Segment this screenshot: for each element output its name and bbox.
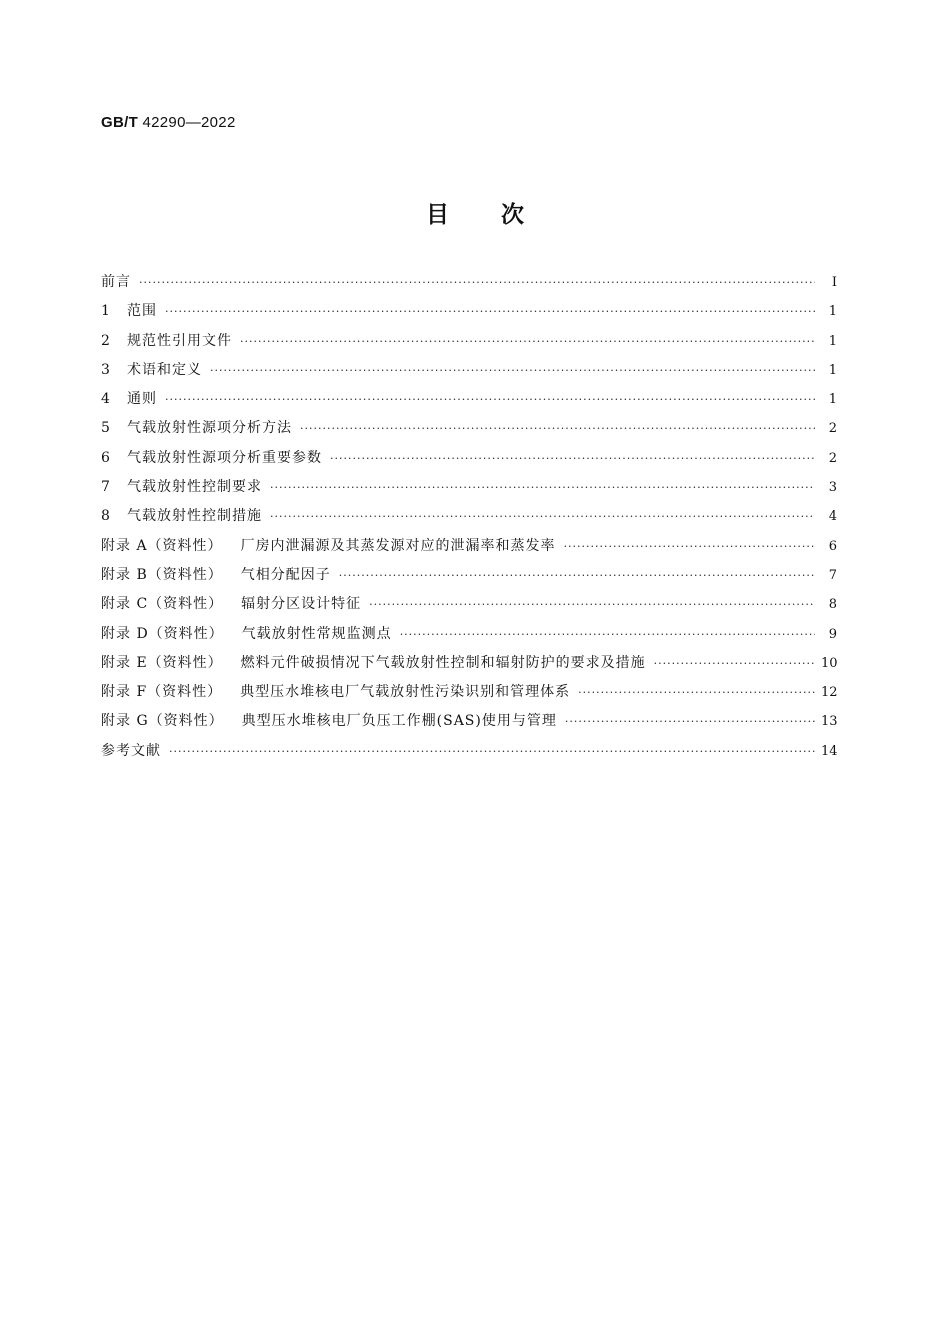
toc-entry[interactable] xyxy=(101,593,837,622)
toc-entry-page-number: 7 xyxy=(828,567,837,583)
toc-entry-label: 气载放射性控制要求 xyxy=(127,479,262,496)
toc-dot-leader xyxy=(169,745,815,758)
toc-entry-page-number: 1 xyxy=(828,333,837,349)
toc-entry-annex-prefix: 附录 B（资料性） xyxy=(101,566,223,583)
toc-entry-annex-prefix: 附录 A（资料性） xyxy=(101,537,223,554)
toc-entry-number: 3 xyxy=(101,361,110,378)
toc-entry-label: 规范性引用文件 xyxy=(127,332,232,349)
toc-entry-page-number: 14 xyxy=(821,743,838,759)
toc-entry-label: 前言 xyxy=(101,274,131,290)
toc-entry-label: 气载放射性源项分析重要参数 xyxy=(127,449,322,466)
toc-entry-label: 燃料元件破损情况下气载放射性控制和辐射防护的要求及措施 xyxy=(240,654,646,671)
toc-entry[interactable] xyxy=(101,447,837,476)
toc-entry-page-number: 1 xyxy=(828,392,837,408)
toc-entry-annex-prefix: 附录 D（资料性） xyxy=(101,625,224,642)
toc-entry-page-number: 10 xyxy=(821,655,838,671)
toc-entry-label: 厂房内泄漏源及其蒸发源对应的泄漏率和蒸发率 xyxy=(240,537,556,554)
toc-entry-label: 辐射分区设计特征 xyxy=(241,596,362,613)
page-title xyxy=(0,196,950,229)
toc-dot-leader xyxy=(330,452,815,465)
table-of-contents xyxy=(101,271,837,769)
toc-dot-leader xyxy=(139,276,815,289)
toc-entry-page-number: 13 xyxy=(821,714,838,730)
toc-entry[interactable] xyxy=(101,564,837,593)
toc-entry[interactable] xyxy=(101,681,837,710)
toc-entry-number: 5 xyxy=(101,420,110,437)
toc-entry-annex-prefix: 附录 E（资料性） xyxy=(101,654,223,671)
toc-entry-page-number: 12 xyxy=(821,685,838,701)
toc-entry-annex-prefix: 附录 C（资料性） xyxy=(101,596,224,613)
toc-entry[interactable] xyxy=(101,359,837,388)
standard-code xyxy=(101,114,236,131)
title-char-2: 次 xyxy=(501,202,524,228)
toc-entry-page-number: 9 xyxy=(828,626,837,642)
toc-entry[interactable] xyxy=(101,330,837,359)
toc-entry-number: 2 xyxy=(101,332,110,349)
toc-dot-leader xyxy=(339,569,815,582)
toc-entry-label: 范围 xyxy=(127,303,157,320)
standard-number: 42290—2022 xyxy=(142,114,236,131)
toc-entry-label: 典型压水堆核电厂负压工作棚(SAS)使用与管理 xyxy=(241,713,557,730)
toc-entry-label: 气载放射性常规监测点 xyxy=(241,625,392,642)
toc-dot-leader xyxy=(369,598,815,611)
toc-entry[interactable] xyxy=(101,476,837,505)
toc-entry[interactable] xyxy=(101,300,837,329)
toc-entry-number: 6 xyxy=(101,449,110,466)
toc-entry[interactable] xyxy=(101,740,837,769)
toc-entry[interactable] xyxy=(101,535,837,564)
toc-dot-leader xyxy=(270,510,815,523)
toc-dot-leader xyxy=(400,628,815,641)
standard-prefix: GB/T xyxy=(101,114,139,131)
toc-entry-label: 术语和定义 xyxy=(127,361,202,378)
toc-entry[interactable] xyxy=(101,652,837,681)
toc-dot-leader xyxy=(578,686,815,699)
toc-entry-page-number: 1 xyxy=(828,304,837,320)
toc-entry[interactable] xyxy=(101,623,837,652)
toc-entry-annex-prefix: 附录 G（资料性） xyxy=(101,713,224,730)
toc-entry[interactable] xyxy=(101,271,837,300)
toc-entry-annex-prefix: 附录 F（资料性） xyxy=(101,684,223,701)
toc-dot-leader xyxy=(564,540,815,553)
toc-entry-number: 7 xyxy=(101,479,110,496)
toc-dot-leader xyxy=(270,481,815,494)
toc-entry-label: 气载放射性控制措施 xyxy=(127,508,262,525)
toc-entry-page-number: 2 xyxy=(828,450,837,466)
toc-entry-page-number: 4 xyxy=(828,509,837,525)
toc-entry-label: 参考文献 xyxy=(101,742,161,759)
toc-entry-number: 8 xyxy=(101,508,110,525)
toc-dot-leader xyxy=(240,335,815,348)
toc-entry-number: 1 xyxy=(101,303,110,320)
toc-entry-page-number: 8 xyxy=(828,597,837,613)
toc-entry[interactable] xyxy=(101,417,837,446)
toc-entry-page-number: 3 xyxy=(828,480,837,496)
toc-entry-label: 通则 xyxy=(127,391,157,408)
toc-entry-label: 气相分配因子 xyxy=(240,566,331,583)
toc-entry-label: 典型压水堆核电厂气载放射性污染识别和管理体系 xyxy=(240,684,571,701)
toc-dot-leader xyxy=(654,657,815,670)
toc-dot-leader xyxy=(210,364,815,377)
toc-entry[interactable] xyxy=(101,710,837,739)
toc-entry[interactable] xyxy=(101,505,837,534)
toc-entry-page-number: Ⅰ xyxy=(831,275,837,290)
toc-dot-leader xyxy=(165,393,815,406)
toc-dot-leader xyxy=(565,715,815,728)
title-char-1: 目 xyxy=(425,202,449,228)
toc-entry-page-number: 6 xyxy=(828,538,837,554)
toc-entry-page-number: 1 xyxy=(828,362,837,378)
toc-entry-label: 气载放射性源项分析方法 xyxy=(127,420,292,437)
toc-entry[interactable] xyxy=(101,388,837,417)
toc-dot-leader xyxy=(165,305,815,318)
toc-entry-number: 4 xyxy=(101,391,110,408)
toc-dot-leader xyxy=(300,422,815,435)
toc-entry-page-number: 2 xyxy=(828,421,837,437)
